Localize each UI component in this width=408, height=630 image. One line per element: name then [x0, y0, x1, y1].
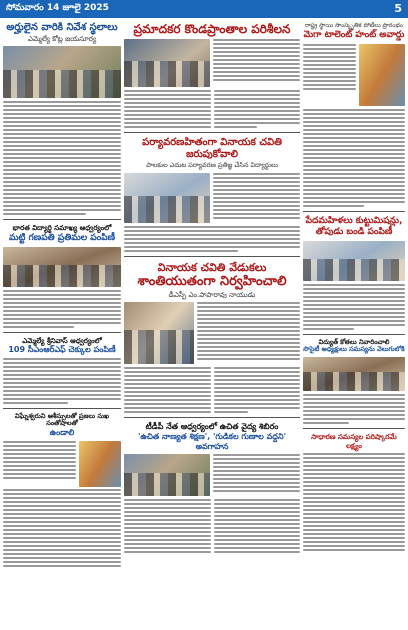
article-subhead: డీఎస్పీ ఎం.పాపారావు నాయుడు	[168, 290, 256, 299]
news-article	[124, 137, 300, 252]
article-body	[124, 226, 300, 252]
article-headline: 'ఉచిత నాణ్యత శిక్షణ', 'గుడికల గుణాల వద్దని' అవగాహన	[137, 431, 287, 451]
article-body	[3, 290, 121, 328]
section-divider	[124, 132, 300, 133]
article-body	[303, 44, 356, 106]
section-divider	[3, 332, 121, 333]
article-body	[214, 499, 301, 553]
portrait-photo	[79, 441, 121, 487]
article-body	[303, 284, 405, 330]
article-body	[213, 173, 300, 223]
left-column	[3, 22, 121, 626]
article-body	[213, 39, 300, 87]
article-headline: పేదమహిళలు కుట్టుమిషన్లు,	[305, 215, 403, 226]
article-headline: తోపుడు బండి పంపిణీ	[315, 226, 393, 237]
article-kicker: విఘ్నేశ్వరుని ఆశీస్సులతో ప్రజలు సుఖ సంతోషాలతో	[14, 411, 110, 428]
article-body	[303, 453, 405, 551]
section-divider	[3, 408, 121, 409]
article-body	[303, 109, 405, 207]
article-kicker: విద్యుత్ కోతలు నివారించాలి	[318, 337, 390, 346]
news-article	[3, 22, 121, 215]
article-headline: ప్రమాదకర కొండప్రాంతాల పరిశీలన	[133, 22, 291, 36]
section-divider	[303, 334, 405, 335]
news-article	[3, 224, 121, 327]
article-body	[3, 358, 121, 404]
article-subhead: పాలకుల ఎదుట పర్యావరణ ప్రతిజ్ఞ చేసిన విద్యార్థులు	[146, 161, 278, 170]
article-subhead: ఎమ్మెల్యే కోట్ల జయసూర్య	[27, 35, 97, 43]
news-article	[303, 433, 405, 551]
article-headline: 109 సీఎంఆర్ఎఫ్ చెక్కుల పంపిణీ	[8, 344, 116, 354]
section-divider	[303, 211, 405, 212]
article-headline: టీడీపీ నేత ఆధ్వర్యంలో ఉచిత వైద్య శిబిరం	[145, 422, 279, 432]
article-headline: ఉండాలి	[49, 428, 75, 438]
section-divider	[124, 417, 300, 418]
article-body	[124, 499, 211, 553]
article-kicker: ఎమ్మెల్యే శ్రీనివాస్ ఆధ్వర్యంలో	[22, 336, 102, 345]
article-body	[303, 394, 405, 424]
article-body	[214, 90, 301, 128]
article-body	[124, 367, 211, 413]
news-photo	[303, 357, 405, 391]
news-article	[3, 337, 121, 404]
article-headline: సాధారణ సమస్యల పరిష్కారమే లక్ష్యం	[311, 433, 397, 450]
article-headline: పర్యావరణహితంగా వినాయక చవితి జరుపుకోవాలి	[142, 137, 282, 161]
news-photo	[3, 46, 121, 98]
article-body	[197, 302, 300, 364]
article-headline: మట్టి గణపతి ప్రతిమల పంపిణీ	[8, 232, 116, 243]
news-article	[3, 413, 121, 567]
news-photo	[124, 454, 210, 496]
news-photo	[303, 241, 405, 281]
news-photo	[124, 302, 194, 364]
article-headline: అర్హులైన వారికి నివేశ స్థలాలు	[6, 22, 118, 33]
news-photo	[124, 173, 210, 223]
article-subhead: రాష్ట్ర స్థాయి సాంస్కృతిక పోటీలు ప్రారంభం	[305, 22, 403, 29]
page-number: 5	[394, 2, 402, 15]
article-body	[3, 101, 121, 215]
edition-date: సోమవారం 14 జూలై 2025	[6, 3, 109, 13]
news-photo	[124, 39, 210, 87]
article-headline: శాంతియుతంగా నిర్వహించాలి	[137, 274, 287, 290]
section-divider	[3, 219, 121, 220]
article-body	[214, 367, 301, 413]
article-body	[3, 489, 121, 567]
news-photo	[3, 247, 121, 287]
news-article	[303, 216, 405, 330]
news-article	[124, 22, 300, 128]
middle-column	[124, 22, 300, 626]
article-body	[213, 454, 300, 496]
news-article	[124, 422, 300, 553]
article-headline: వినాయక చవితి వేడుకలు	[157, 261, 267, 275]
article-body	[3, 441, 76, 487]
article-kicker: భారత విద్యార్థి సమాఖ్య ఆధ్వర్యంలో	[12, 224, 112, 233]
article-body	[124, 90, 211, 128]
article-headline: సొసైటీ అధ్యక్షులు సమస్యను వెలుగులోకి	[303, 345, 405, 354]
news-article	[303, 339, 405, 425]
article-headline: మెగా టాలెంట్ హంట్ అవార్డు	[303, 30, 405, 41]
masthead-bar	[0, 0, 408, 18]
section-divider	[303, 428, 405, 429]
news-article	[124, 261, 300, 413]
section-divider	[124, 256, 300, 257]
news-photo	[359, 44, 405, 106]
right-column	[303, 22, 405, 626]
news-article	[303, 22, 405, 207]
